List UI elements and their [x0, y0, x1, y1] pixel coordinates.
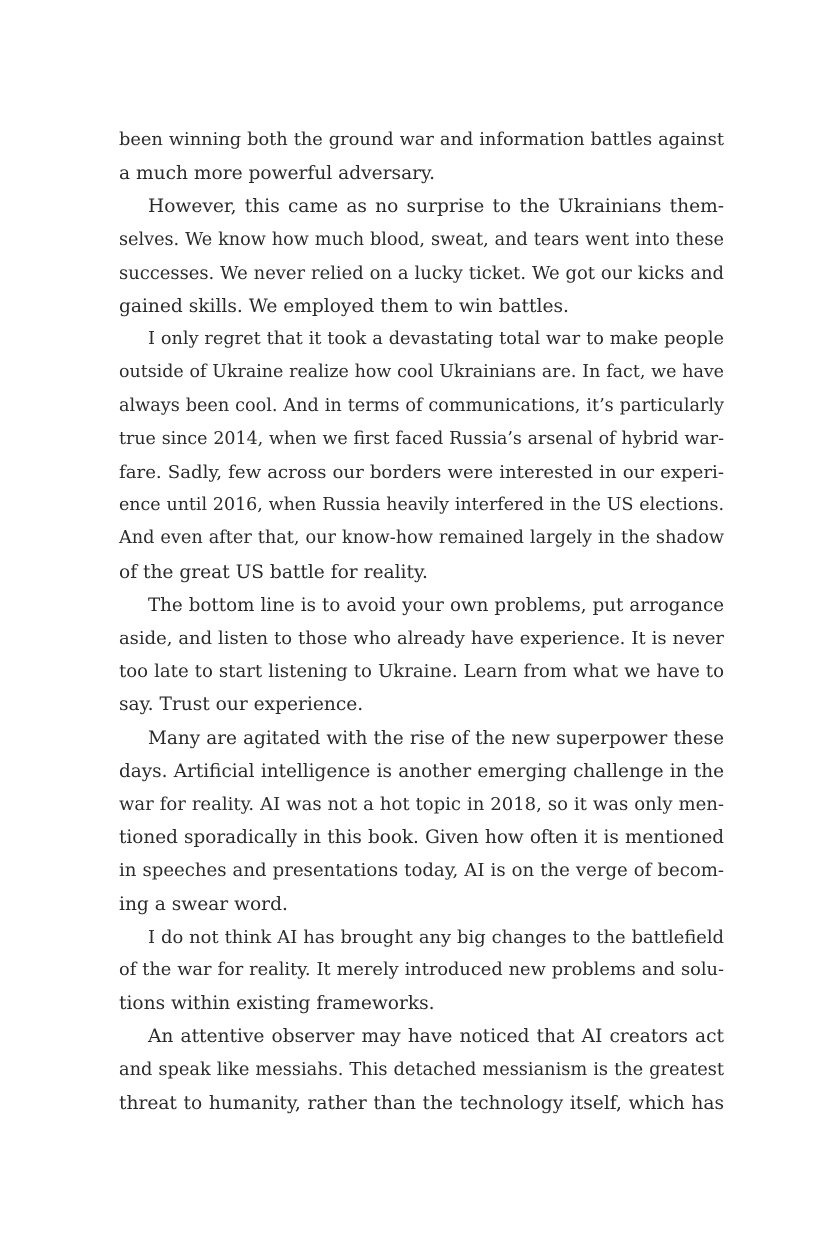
paragraph-5 — [119, 722, 724, 921]
text-line: The bottom line is to avoid your own problems, put arrogance — [148, 594, 724, 616]
text-line: An attentive observer may have noticed that AI creators act — [148, 1026, 724, 1048]
text-line: aside, and listen to those who already have experience. It is never — [119, 628, 724, 650]
text-line: However, this came as no surprise to the Ukrainians them- — [148, 196, 724, 218]
paragraph-1 — [119, 124, 724, 190]
paragraph-7 — [119, 1020, 724, 1120]
text-line: ence until 2016, when Russia heavily interfered in the US elections. — [119, 495, 724, 516]
text-line: true since 2014, when we first faced Russia’s arsenal of hybrid war- — [119, 428, 724, 449]
body-text — [119, 124, 724, 1120]
text-line: tioned sporadically in this book. Given how often it is mentioned — [119, 827, 724, 849]
text-line: successes. We never relied on a lucky ticket. We got our kicks and — [119, 262, 724, 284]
text-line: in speeches and presentations today, AI is on the verge of becom- — [119, 860, 724, 882]
text-line: ing a swear word. — [119, 893, 288, 915]
paragraph-3 — [119, 323, 724, 589]
text-line: outside of Ukraine realize how cool Ukrainians are. In fact, we have — [119, 362, 724, 383]
text-line: been winning both the ground war and information battles against — [119, 130, 724, 150]
paragraph-6 — [119, 921, 724, 1021]
paragraph-4 — [119, 589, 724, 722]
text-line: of the war for reality. It merely introduced new problems and solu- — [119, 960, 724, 981]
text-line: gained skills. We employed them to win battles. — [119, 296, 569, 318]
text-line: And even after that, our know-how remained largely in the shadow — [119, 528, 724, 549]
text-line: of the great US battle for reality. — [119, 561, 428, 583]
text-line: and speak like messiahs. This detached messianism is the greatest — [119, 1059, 724, 1080]
paragraph-2 — [119, 190, 724, 323]
text-line: days. Artificial intelligence is another emerging challenge in the — [119, 760, 724, 782]
text-line: selves. We know how much blood, sweat, and tears went into these — [119, 229, 724, 250]
text-line: threat to humanity, rather than the technology itself, which has — [119, 1092, 724, 1114]
text-line: fare. Sadly, few across our borders were interested in our experi- — [119, 462, 724, 484]
text-line: tions within existing frameworks. — [119, 993, 435, 1015]
text-line: I do not think AI has brought any big changes to the battlefield — [148, 926, 724, 948]
text-line: say. Trust our experience. — [119, 694, 364, 716]
text-line: Many are agitated with the rise of the new superpower these — [148, 727, 724, 749]
text-line: war for reality. AI was not a hot topic in 2018, so it was only men- — [119, 794, 724, 816]
text-line: I only regret that it took a devastating total war to make people — [148, 329, 724, 350]
text-line: always been cool. And in terms of communications, it’s particularly — [119, 395, 724, 416]
text-line: a much more powerful adversary. — [119, 163, 435, 185]
text-line: too late to start listening to Ukraine. Learn from what we have to — [119, 661, 724, 683]
